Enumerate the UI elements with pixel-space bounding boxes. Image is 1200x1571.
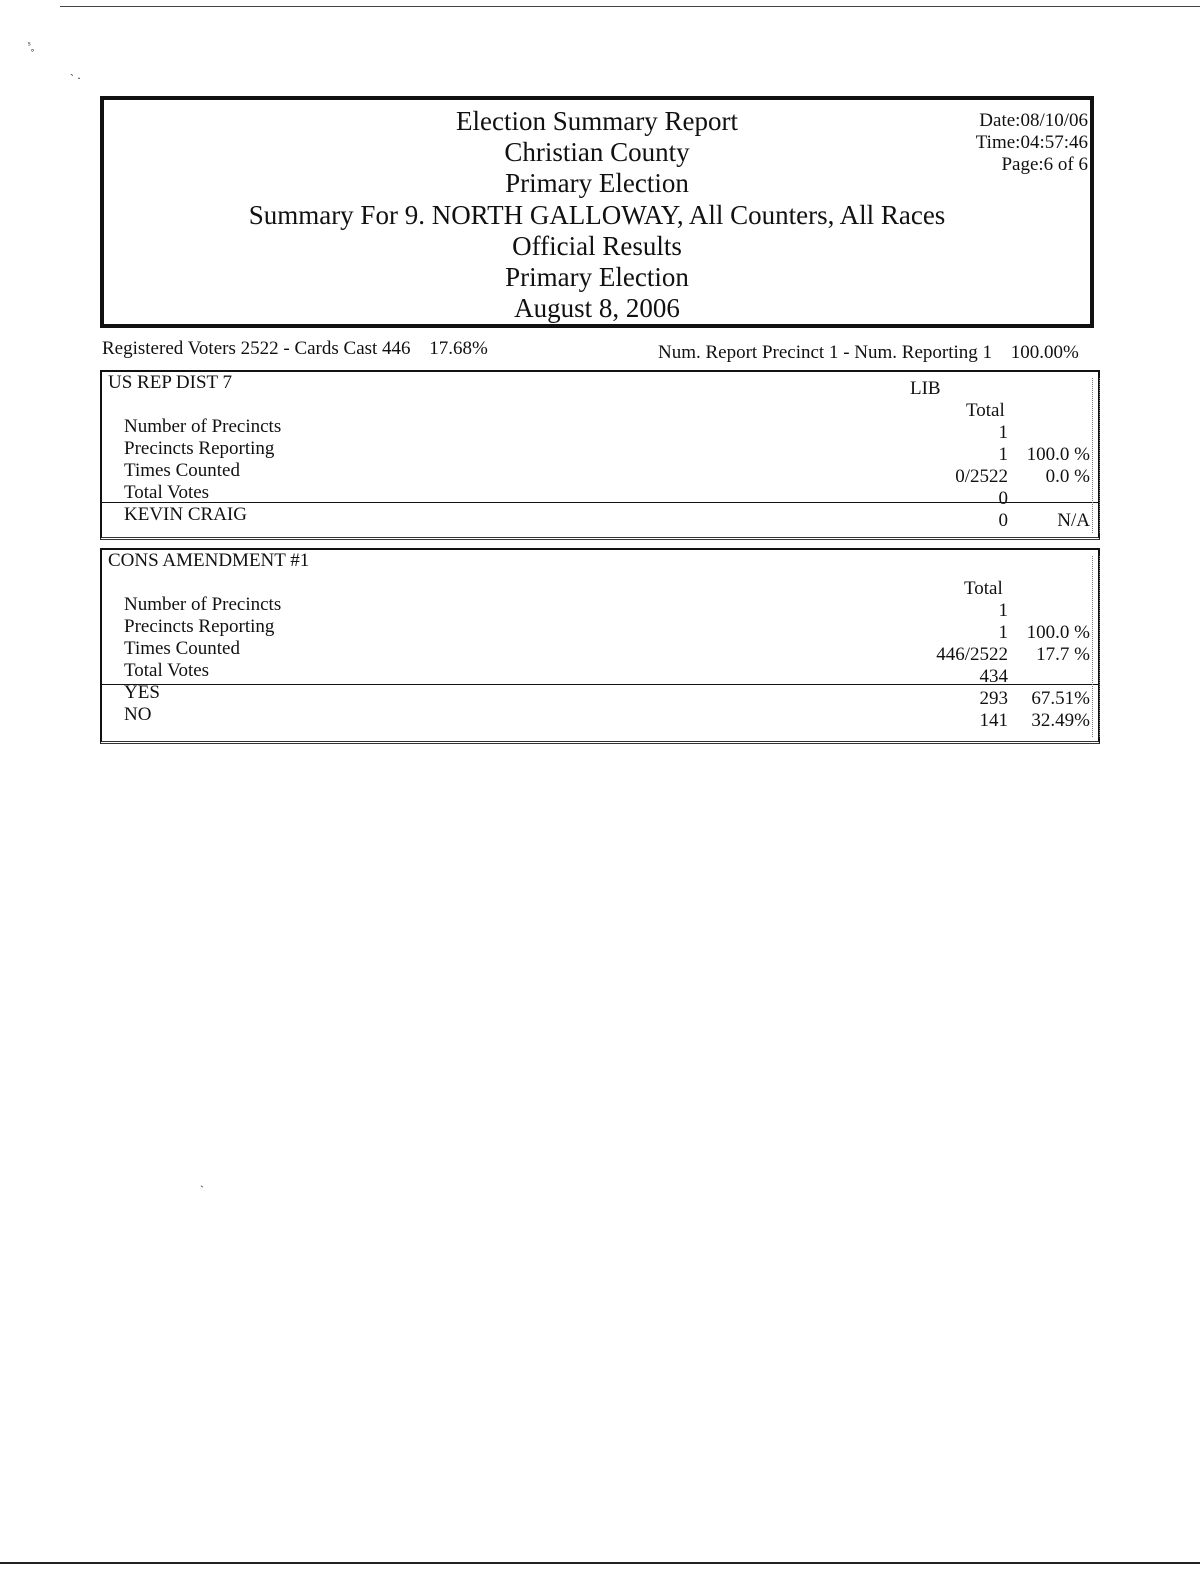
stat-percent: 0.0 % <box>1045 466 1090 487</box>
stat-label: Precincts Reporting <box>124 438 275 459</box>
stat-value: 434 <box>979 666 1008 687</box>
stat-label: Number of Precincts <box>124 594 282 615</box>
stat-percent: 100.0 % <box>1026 622 1090 643</box>
race-title: CONS AMENDMENT #1 <box>108 550 310 571</box>
registered-voters-text: Registered Voters 2522 - Cards Cast 446 <box>102 338 411 359</box>
county-name: Christian County <box>504 137 690 168</box>
stat-value: 1 <box>998 444 1008 465</box>
report-header <box>100 96 1094 328</box>
stat-value: 446/2522 <box>936 644 1008 665</box>
stat-value: 0/2522 <box>955 466 1008 487</box>
scan-top-edge <box>60 6 1200 7</box>
stat-value: 1 <box>998 600 1008 621</box>
election-date: August 8, 2006 <box>514 293 680 324</box>
report-title-block <box>104 106 1090 324</box>
report-title: Election Summary Report <box>456 106 738 136</box>
results-status: Official Results <box>512 230 682 261</box>
candidate-row <box>124 682 1094 709</box>
stat-label: Total Votes <box>124 660 210 681</box>
scan-speck: ˏ <box>200 1174 204 1188</box>
precinct-reporting-percent: 100.00% <box>1010 342 1079 363</box>
candidate-name: KEVIN CRAIG <box>124 504 247 525</box>
stat-row <box>124 616 1094 643</box>
stat-row <box>124 660 1094 687</box>
stat-value: 1 <box>998 422 1008 443</box>
candidate-percent: 32.49% <box>1031 710 1090 731</box>
election-type: Primary Election <box>505 168 689 199</box>
stat-label: Precincts Reporting <box>124 616 275 637</box>
candidate-name: YES <box>124 682 160 703</box>
race-us-rep-dist-7 <box>100 370 1100 540</box>
stat-label: Times Counted <box>124 638 240 659</box>
stat-row <box>124 438 1094 465</box>
stat-percent: 100.0 % <box>1026 444 1090 465</box>
stat-row <box>124 638 1094 665</box>
candidate-votes: 141 <box>979 710 1008 731</box>
candidate-row <box>124 704 1094 731</box>
stat-label: Number of Precincts <box>124 416 282 437</box>
race-title: US REP DIST 7 <box>108 372 233 393</box>
scan-speck: ˴ ˯ <box>70 66 81 80</box>
candidate-votes: 293 <box>979 688 1008 709</box>
candidate-percent: N/A <box>1057 510 1090 531</box>
stat-row <box>124 416 1094 443</box>
report-meta <box>976 110 1088 176</box>
party-label: LIB <box>910 378 941 399</box>
stat-row <box>124 594 1094 621</box>
precinct-reporting-summary <box>658 342 1079 364</box>
stat-label: Total Votes <box>124 482 210 503</box>
precinct-summary-line: Summary For 9. NORTH GALLOWAY, All Counters, All Races <box>248 199 946 230</box>
stat-label: Times Counted <box>124 460 240 481</box>
race-cons-amendment-1 <box>100 548 1100 744</box>
report-date: Date:08/10/06 <box>979 110 1088 131</box>
report-time: Time:04:57:46 <box>975 132 1088 153</box>
stat-row <box>124 460 1094 487</box>
total-column-header: Total <box>966 400 1005 421</box>
candidate-row <box>124 504 1094 531</box>
election-type-repeat: Primary Election <box>505 262 689 293</box>
row-divider <box>102 502 1098 503</box>
stat-percent: 17.7 % <box>1036 644 1090 665</box>
page-number: Page:6 of 6 <box>1001 154 1088 175</box>
scan-artifact <box>1092 378 1100 533</box>
total-column-header: Total <box>964 578 1003 599</box>
stat-value: 0 <box>998 488 1008 509</box>
stat-value: 1 <box>998 622 1008 643</box>
precinct-reporting-text: Num. Report Precinct 1 - Num. Reporting 1 <box>658 342 993 363</box>
scan-artifact <box>1092 556 1100 737</box>
turnout-percent: 17.68% <box>429 338 488 359</box>
candidate-name: NO <box>124 704 152 725</box>
candidate-percent: 67.51% <box>1031 688 1090 709</box>
candidate-votes: 0 <box>998 510 1008 531</box>
scan-bottom-edge <box>0 1562 1200 1564</box>
stat-row <box>124 482 1094 509</box>
registration-summary <box>102 338 502 360</box>
scan-speck: ˢ˳ <box>28 38 35 52</box>
